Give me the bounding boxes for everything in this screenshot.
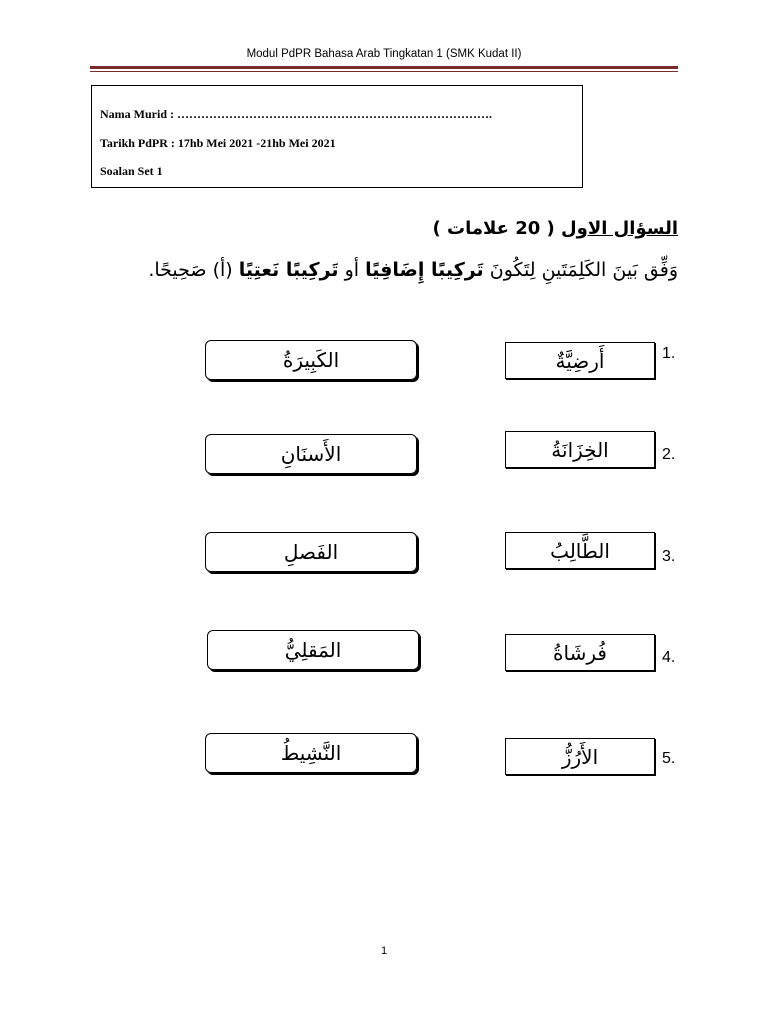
item-number-1: 1. — [662, 345, 676, 362]
question-title-label: السؤال الاول — [561, 218, 678, 239]
date-line: Tarikh PdPR : 17hb Mei 2021 -21hb Mei 2021 — [100, 136, 336, 150]
student-info-box — [91, 85, 583, 188]
question-set-line: Soalan Set 1 — [100, 164, 163, 178]
header-rule-thick — [90, 66, 678, 69]
item-number-5: 5. — [662, 750, 676, 767]
left-word-box-3: الفَصلِ — [205, 532, 417, 572]
page-header: Modul PdPR Bahasa Arab Tingkatan 1 (SMK Kudat II) — [246, 48, 522, 60]
student-name-line: Nama Murid : ……………………………………………………………………. — [100, 107, 492, 121]
question-marks: ( 20 علامات ) — [432, 218, 562, 239]
instruction-text-1: وَفِّق بَينَ الكَلِمَتَينِ لِتَكُونَ — [483, 259, 678, 281]
header-rule-thin — [90, 71, 678, 72]
page-number: 1 — [380, 945, 388, 957]
right-word-box-1: أَرضِيَّةٌ — [505, 342, 655, 379]
instruction-text-2: أو — [338, 259, 366, 281]
left-word-box-1: الكَبِيرَةُ — [205, 340, 417, 380]
item-number-3: 3. — [662, 548, 676, 565]
question-title — [432, 218, 678, 239]
instruction-bold-2: تَركِيبًا نَعتِيًا — [238, 259, 339, 281]
left-word-box-5: النَّشِيطُ — [205, 733, 417, 773]
right-word-box-2: الخِزَانَةُ — [505, 431, 655, 468]
instruction-text-3: (أ) صَحِيحًا. — [148, 259, 239, 281]
left-word-box-2: الأَسنَانِ — [205, 434, 417, 474]
item-number-4: 4. — [662, 649, 676, 666]
item-number-2: 2. — [662, 446, 676, 463]
left-word-box-4: المَقلِيُّ — [207, 630, 419, 670]
right-word-box-4: فُرشَاةُ — [505, 634, 655, 671]
question-instruction — [118, 255, 678, 285]
instruction-bold-1: تَركِيبًا إِضَافِيًا — [365, 259, 484, 281]
right-word-box-3: الطَّالِبُ — [505, 532, 655, 569]
right-word-box-5: الأَرُزُّ — [505, 738, 655, 775]
